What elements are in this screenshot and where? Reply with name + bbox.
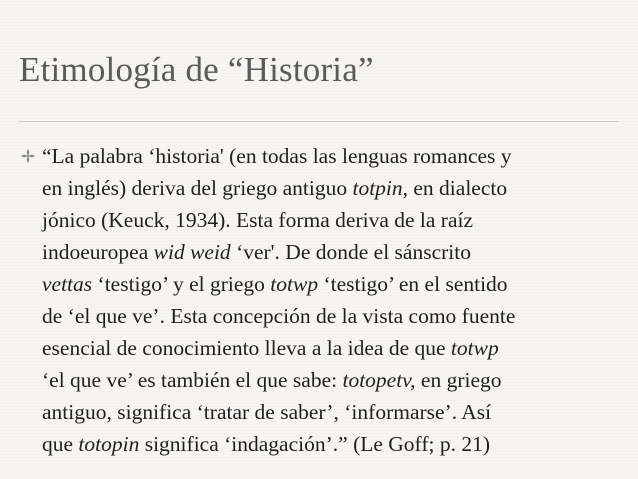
text-run: ‘testigo’ en el sentido	[318, 272, 508, 296]
italic-term: totopin	[78, 432, 140, 456]
text-run: ‘ver'. De donde el sánscrito	[230, 240, 471, 264]
text-run: que	[42, 432, 79, 456]
slide-title: Etimología de “Historia”	[19, 50, 374, 89]
paragraph-line	[42, 140, 632, 172]
text-run: en inglés) deriva del griego antiguo	[42, 176, 353, 200]
italic-term: totpin	[352, 176, 403, 200]
text-run: “La palabra ‘historia' (en todas las lenguas romances y	[42, 144, 512, 168]
paragraph-line	[42, 364, 632, 396]
fleuron-bullet-icon	[20, 148, 36, 164]
paragraph-line	[42, 204, 632, 236]
italic-term: totwp	[450, 336, 499, 360]
text-run: ‘el que ve’ es también el que sabe:	[42, 368, 343, 392]
paragraph-line	[42, 172, 632, 204]
text-run: en griego	[415, 368, 502, 392]
text-run: , en dialecto	[402, 176, 508, 200]
text-run: esencial de conocimiento lleva a la idea de que	[42, 336, 451, 360]
text-run: antiguo, significa ‘tratar de saber’, ‘informarse’. Así	[42, 400, 492, 424]
paragraph-line	[42, 300, 632, 332]
text-run: indoeuropea	[42, 240, 154, 264]
italic-term: wid weid	[153, 240, 231, 264]
quote-paragraph	[42, 140, 632, 460]
italic-term: totopetv,	[342, 368, 416, 392]
text-run: ‘testigo’ y el griego	[92, 272, 271, 296]
text-run: jónico (Keuck, 1934). Esta forma deriva de la raíz	[42, 208, 474, 232]
title-divider	[19, 121, 619, 122]
paragraph-line	[42, 332, 632, 364]
paragraph-line	[42, 396, 632, 428]
italic-term: vettas	[42, 272, 93, 296]
text-run: significa ‘indagación’.” (Le Goff; p. 21)	[139, 432, 490, 456]
paragraph-line	[42, 236, 632, 268]
paragraph-line	[42, 428, 632, 460]
italic-term: totwp	[270, 272, 319, 296]
text-run: de ‘el que ve’. Esta concepción de la vista como fuente	[42, 304, 516, 328]
paragraph-line	[42, 268, 632, 300]
